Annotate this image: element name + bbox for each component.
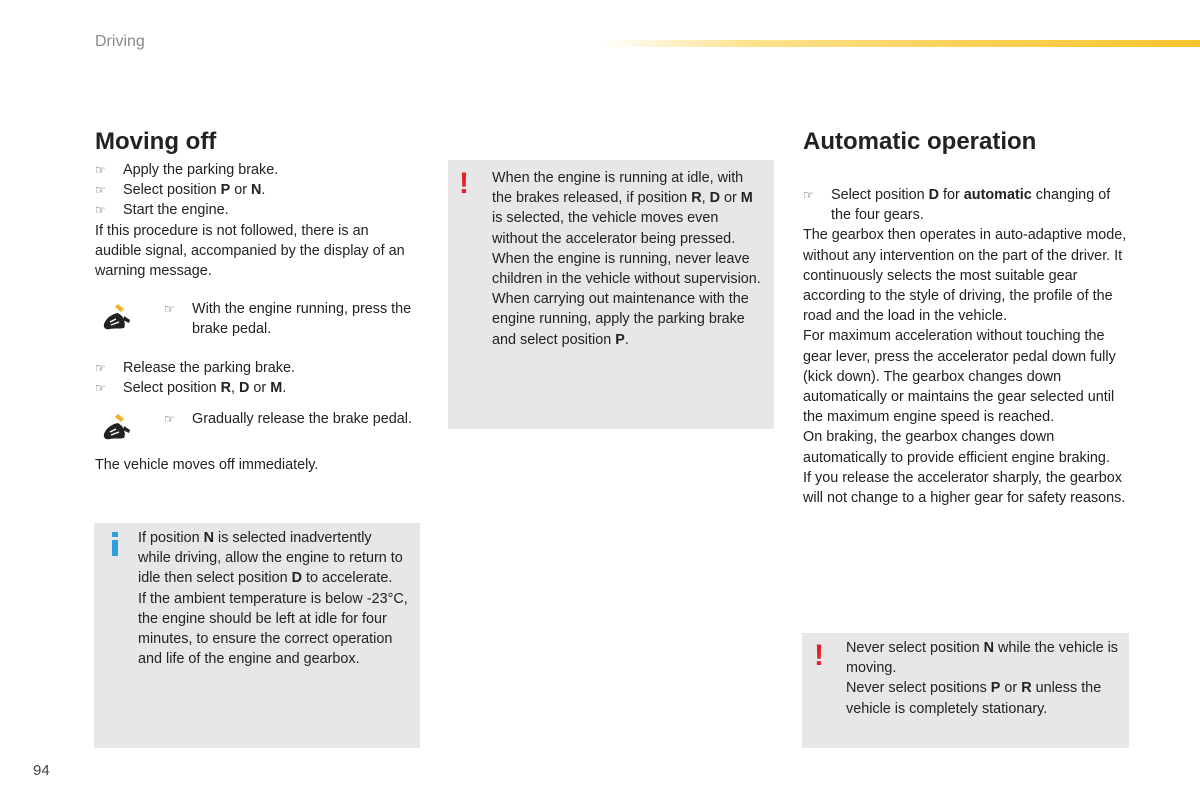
foot-on-pedal-icon [100,302,134,336]
auto-p1: The gearbox then operates in auto-adaptive mode, without any intervention on the part of the driver. It continuously selects the most suitable gear according to the style of driving, the profile of the road and the load in the vehicle. [803,227,1127,325]
info-box-p1: If position N is selected inadvertently while driving, allow the engine to return to idle then select position D to accelerate. [138,530,403,587]
pointing-hand-icon: ☞ [95,163,106,177]
warning-middle-p2: When the engine is running, never leave children in the vehicle without supervision. [492,250,761,288]
left-step-list-2 [95,358,415,398]
foot-step-release-brake: ☞ Gradually release the brake pedal. [164,409,414,429]
page-number: 94 [33,762,50,779]
header-accent-bar [600,40,1200,47]
pointing-hand-icon: ☞ [95,183,106,198]
warning-middle-p3: When carrying out maintenance with the engine running, apply the parking brake and select position P. [492,291,749,348]
auto-p2: For maximum acceleration without touching the gear lever, press the accelerator pedal down fully (kick down). The gearbox changes down automatically or maintains the gear selected until the maximum engine speed is reached. [803,328,1116,426]
pointing-hand-icon: ☞ [164,302,175,316]
warning-box-right [802,633,1129,748]
info-box-text [138,528,408,669]
exclamation-icon: ! [814,639,824,672]
info-box-p2: If the ambient temperature is below -23°C, the engine should be left at idle for four minutes, to ensure the correct operation and life of the engine and gearbox. [138,590,408,668]
pointing-hand-icon: ☞ [95,361,106,375]
info-box [94,523,420,748]
step-select-d: ☞ Select position D for automatic changing of the four gears. [803,187,1111,224]
warning-box-middle [448,160,774,429]
warning-box-right-text [846,638,1124,719]
step-start-engine: ☞ Start the engine. [95,200,415,220]
pointing-hand-icon: ☞ [803,188,814,202]
section-tag: Driving [95,33,145,50]
procedure-note: If this procedure is not followed, there is an audible signal, accompanied by the display of an warning message. [95,222,405,280]
foot-step-press-brake: ☞ With the engine running, press the brake pedal. [164,301,412,338]
info-icon [109,532,121,556]
right-body [803,185,1133,508]
warning-box-middle-text [492,168,766,350]
step-select-rdm: ☞ Select position R, D or M. [95,378,415,398]
step-apply-brake: ☞ Apply the parking brake. [95,160,415,180]
step-select-pn: ☞ Select position P or N. [95,180,415,200]
warning-right-p1: Never select position N while the vehicle is moving. [846,640,1118,677]
pointing-hand-icon: ☞ [95,203,106,218]
foot-on-pedal-icon [100,412,134,446]
pointing-hand-icon: ☞ [95,381,106,396]
warning-middle-p1: When the engine is running at idle, with the brakes released, if position R, D or M is selected, the vehicle moves even without the accelerator being pressed. [492,170,753,247]
moves-off-text: The vehicle moves off immediately. [95,457,319,473]
right-section-title: Automatic operation [803,128,1037,155]
warning-right-p2: Never select positions P or R unless the vehicle is completely stationary. [846,680,1102,717]
left-step-list [95,160,415,281]
pointing-hand-icon: ☞ [164,412,175,426]
step-release-brake: ☞ Release the parking brake. [95,358,415,378]
auto-p4: If you release the accelerator sharply, the gearbox will not change to a higher gear for safety reasons. [803,469,1126,507]
left-section-title: Moving off [95,128,217,155]
auto-p3: On braking, the gearbox changes down automatically to provide efficient engine braking. [803,429,1110,466]
exclamation-icon: ! [459,167,469,200]
